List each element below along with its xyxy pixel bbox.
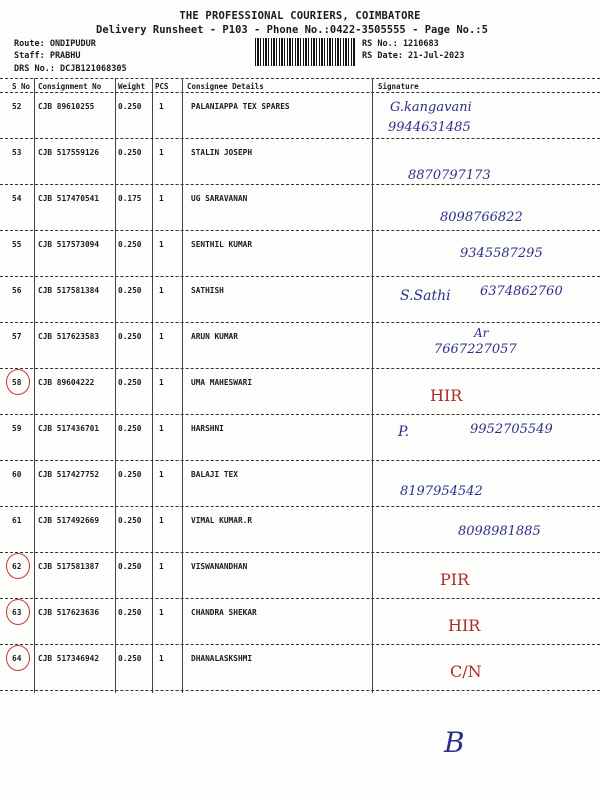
row-divider <box>0 322 600 323</box>
row-pcs: 1 <box>159 562 164 571</box>
row-pcs: 1 <box>159 516 164 525</box>
signature-text: Ar <box>474 326 489 340</box>
table-row <box>0 280 600 326</box>
row-weight: 0.250 <box>118 332 142 341</box>
company-title: THE PROFESSIONAL COURIERS, COIMBATORE <box>179 10 421 22</box>
signature-phone: 8197954542 <box>400 484 483 499</box>
col-consignment: Consignment No <box>38 82 102 91</box>
row-divider <box>0 276 600 277</box>
table-row <box>0 648 600 694</box>
row-pcs: 1 <box>159 240 164 249</box>
row-consignment-no: CJB 517581387 <box>38 562 100 571</box>
row-pcs: 1 <box>159 424 164 433</box>
row-weight: 0.250 <box>118 562 142 571</box>
row-weight: 0.250 <box>118 286 142 295</box>
col-signature: Signature <box>378 82 419 91</box>
header-bottom-rule <box>0 92 600 93</box>
barcode-image <box>255 38 355 66</box>
row-weight: 0.250 <box>118 424 142 433</box>
row-consignee: ARUN KUMAR <box>191 332 238 341</box>
table-row <box>0 602 600 648</box>
row-sno: 52 <box>12 102 22 111</box>
row-consignment-no: CJB 517581384 <box>38 286 100 295</box>
row-weight: 0.250 <box>118 378 142 387</box>
row-sno: 64 <box>12 654 22 663</box>
row-divider <box>0 598 600 599</box>
row-weight: 0.250 <box>118 516 142 525</box>
row-weight: 0.250 <box>118 654 142 663</box>
row-divider <box>0 414 600 415</box>
staff-label: Staff: PRABHU <box>14 51 81 61</box>
table-row <box>0 464 600 510</box>
row-consignee: UMA MAHESWARI <box>191 378 253 387</box>
signature-phone: 9345587295 <box>460 246 543 261</box>
signature-text: HIR <box>448 616 481 635</box>
row-consignment-no: CJB 517623583 <box>38 332 100 341</box>
row-consignment-no: CJB 517436701 <box>38 424 100 433</box>
row-consignee: STALIN JOSEPH <box>191 148 253 157</box>
drs-number: DRS No.: DCJB121068305 <box>14 64 127 74</box>
row-consignment-no: CJB 517346942 <box>38 654 100 663</box>
route-label: Route: ONDIPUDUR <box>14 39 96 49</box>
row-consignment-no: CJB 517573094 <box>38 240 100 249</box>
row-consignee: HARSHNI <box>191 424 224 433</box>
row-sno: 60 <box>12 470 22 479</box>
signature-phone: 8870797173 <box>408 168 491 183</box>
table-row <box>0 556 600 602</box>
row-weight: 0.250 <box>118 240 142 249</box>
handwritten-mark: B <box>444 726 465 759</box>
signature-text: PIR <box>440 570 470 589</box>
row-pcs: 1 <box>159 470 164 479</box>
row-consignment-no: CJB 517559126 <box>38 148 100 157</box>
row-pcs: 1 <box>159 332 164 341</box>
row-sno: 61 <box>12 516 22 525</box>
row-divider <box>0 368 600 369</box>
signature-phone: 9944631485 <box>388 120 471 135</box>
table-row <box>0 372 600 418</box>
row-pcs: 1 <box>159 378 164 387</box>
row-divider <box>0 552 600 553</box>
row-consignee: SENTHIL KUMAR <box>191 240 253 249</box>
circle-mark <box>6 599 30 625</box>
signature-phone: 8098981885 <box>458 524 541 539</box>
table-row <box>0 418 600 464</box>
col-sno: S No <box>12 82 31 91</box>
row-consignee: UG SARAVANAN <box>191 194 248 203</box>
row-pcs: 1 <box>159 286 164 295</box>
col-consignee: Consignee Details <box>187 82 264 91</box>
signature-phone: 8098766822 <box>440 210 523 225</box>
row-sno: 53 <box>12 148 22 157</box>
signature-text: C/N <box>450 662 482 681</box>
table-row <box>0 510 600 556</box>
row-divider <box>0 506 600 507</box>
rs-number: RS No.: 1210683 <box>362 39 439 49</box>
row-divider <box>0 690 600 691</box>
row-weight: 0.250 <box>118 470 142 479</box>
runsheet-title: Delivery Runsheet - P103 - Phone No.:0422-3505555 - Page No.:5 <box>96 24 488 36</box>
row-consignee: CHANDRA SHEKAR <box>191 608 257 617</box>
row-weight: 0.250 <box>118 148 142 157</box>
row-sno: 57 <box>12 332 22 341</box>
row-consignment-no: CJB 517623636 <box>38 608 100 617</box>
row-sno: 55 <box>12 240 22 249</box>
row-weight: 0.250 <box>118 102 142 111</box>
row-pcs: 1 <box>159 102 164 111</box>
signature-phone: 7667227057 <box>434 342 517 357</box>
table-row <box>0 326 600 372</box>
row-sno: 58 <box>12 378 22 387</box>
table-row <box>0 188 600 234</box>
row-divider <box>0 644 600 645</box>
row-weight: 0.175 <box>118 194 142 203</box>
row-consignment-no: CJB 517470541 <box>38 194 100 203</box>
row-sno: 59 <box>12 424 22 433</box>
signature-text: HIR <box>430 386 463 405</box>
row-consignment-no: CJB 89610255 <box>38 102 95 111</box>
row-weight: 0.250 <box>118 608 142 617</box>
table-row <box>0 234 600 280</box>
row-divider <box>0 230 600 231</box>
circle-mark <box>6 553 30 579</box>
col-weight: Weight <box>118 82 146 91</box>
row-divider <box>0 460 600 461</box>
row-consignment-no: CJB 517492669 <box>38 516 100 525</box>
row-consignee: DHANALASKSHMI <box>191 654 253 663</box>
row-divider <box>0 184 600 185</box>
row-consignee: VIMAL KUMAR.R <box>191 516 253 525</box>
col-pcs: PCS <box>155 82 169 91</box>
circle-mark <box>6 645 30 671</box>
rs-date: RS Date: 21-Jul-2023 <box>362 51 465 61</box>
circle-mark <box>6 369 30 395</box>
row-consignee: SATHISH <box>191 286 224 295</box>
signature-text: P. <box>398 424 410 440</box>
row-pcs: 1 <box>159 608 164 617</box>
row-pcs: 1 <box>159 194 164 203</box>
row-sno: 63 <box>12 608 22 617</box>
row-sno: 62 <box>12 562 22 571</box>
row-consignee: VISWANANDHAN <box>191 562 248 571</box>
row-pcs: 1 <box>159 654 164 663</box>
signature-phone: 9952705549 <box>470 422 553 437</box>
row-sno: 56 <box>12 286 22 295</box>
row-consignment-no: CJB 517427752 <box>38 470 100 479</box>
signature-text: G.kangavani <box>390 100 472 115</box>
row-consignee: BALAJI TEX <box>191 470 238 479</box>
table-row <box>0 142 600 188</box>
row-pcs: 1 <box>159 148 164 157</box>
header-top-rule <box>0 78 600 79</box>
signature-text: S.Sathi <box>400 288 451 304</box>
row-consignee: PALANIAPPA TEX SPARES <box>191 102 290 111</box>
row-divider <box>0 138 600 139</box>
signature-phone: 6374862760 <box>480 284 563 299</box>
row-consignment-no: CJB 89604222 <box>38 378 95 387</box>
row-sno: 54 <box>12 194 22 203</box>
table-row <box>0 96 600 142</box>
